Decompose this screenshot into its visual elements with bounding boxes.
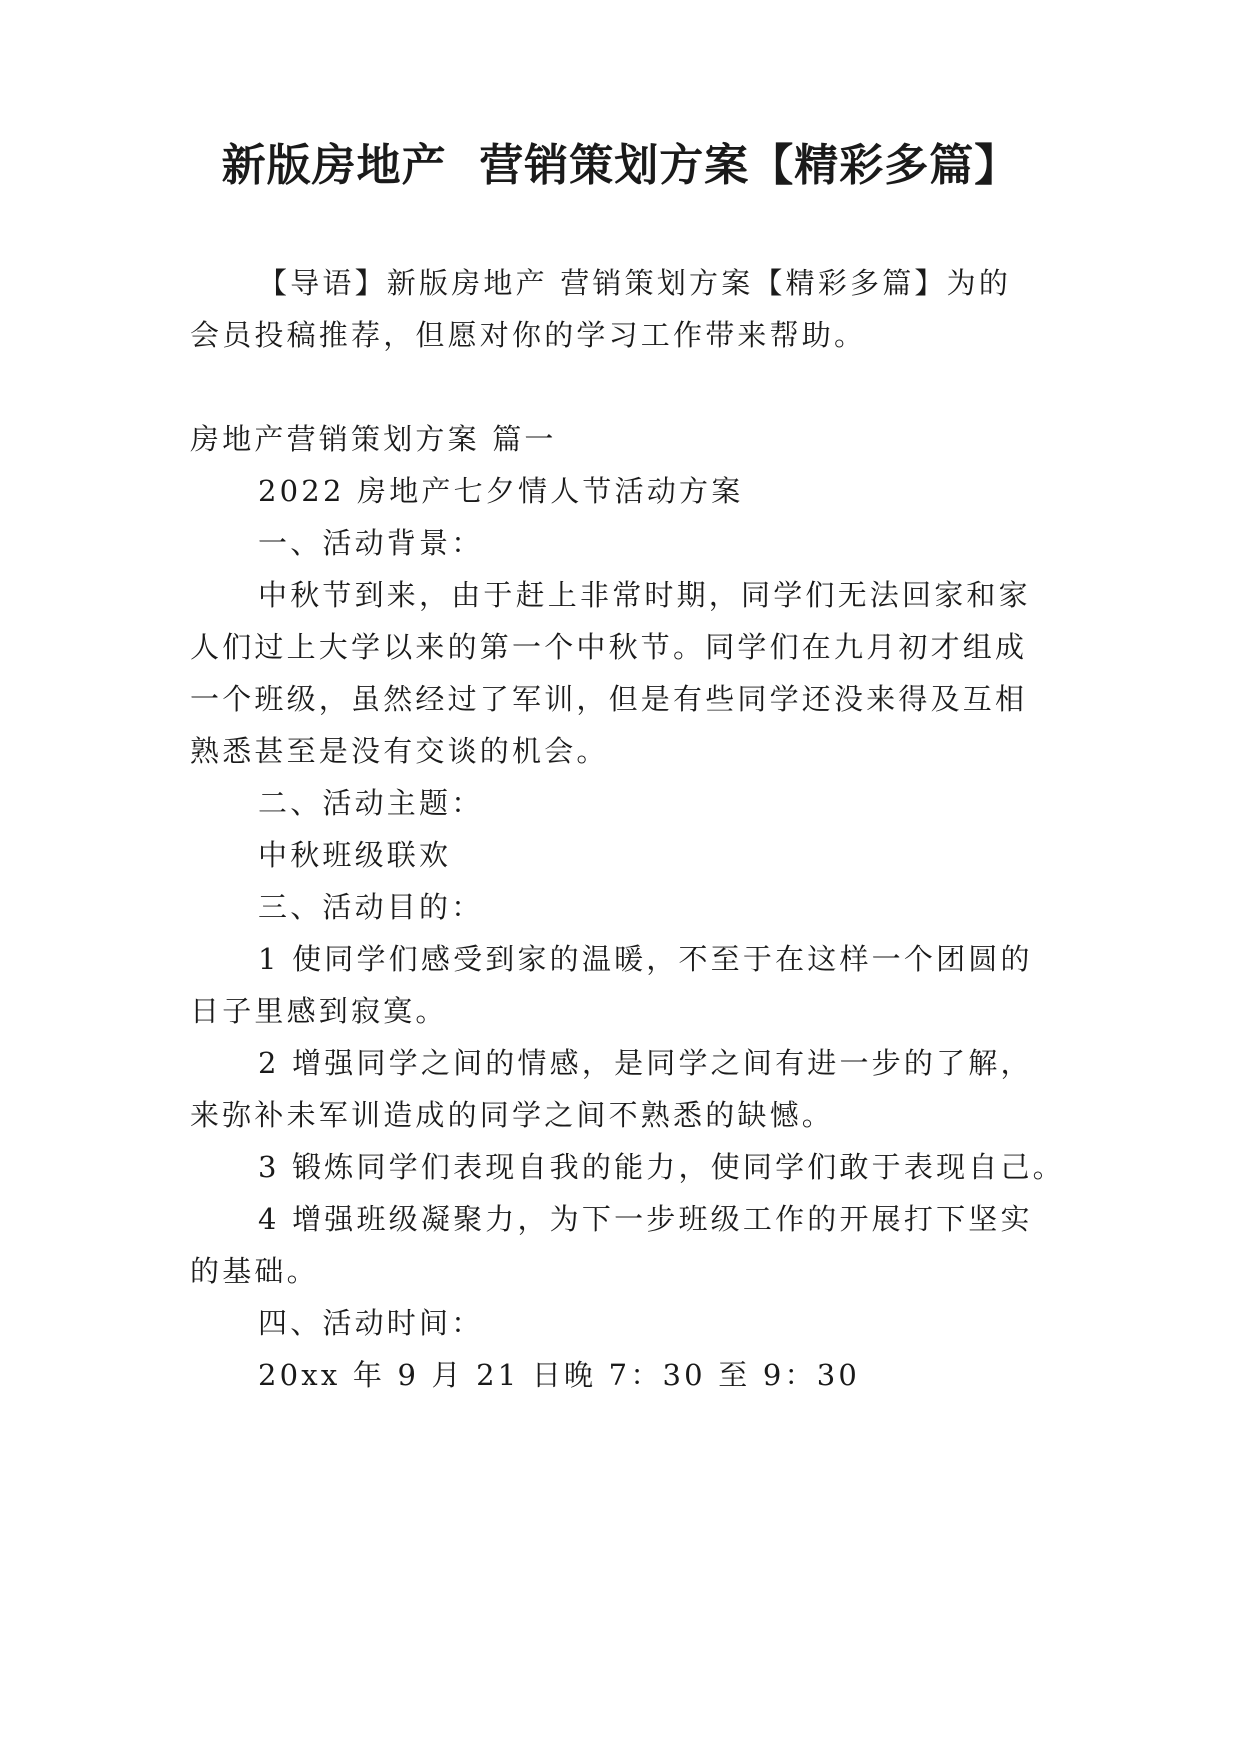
purpose-4-line-2: 的基础。 bbox=[190, 1254, 319, 1288]
purpose-4-line-1: 4 增强班级凝聚力，为下一步班级工作的开展打下坚实 bbox=[258, 1202, 1033, 1236]
purpose-1-line-2: 日子里感到寂寞。 bbox=[190, 994, 448, 1028]
background-line-2: 人们过上大学以来的第一个中秋节。同学们在九月初才组成 bbox=[190, 630, 1028, 664]
purpose-3: 3 锻炼同学们表现自我的能力，使同学们敢于表现自己。 bbox=[258, 1150, 1065, 1184]
intro-line-1: 【导语】新版房地产 营销策划方案【精彩多篇】为的 bbox=[258, 266, 1012, 300]
time-heading: 四、活动时间： bbox=[258, 1306, 484, 1340]
purpose-2-line-1: 2 增强同学之间的情感，是同学之间有进一步的了解， bbox=[258, 1046, 1033, 1080]
background-heading: 一、活动背景： bbox=[258, 526, 484, 560]
purpose-2-line-2: 来弥补未军训造成的同学之间不熟悉的缺憾。 bbox=[190, 1098, 835, 1132]
background-line-4: 熟悉甚至是没有交谈的机会。 bbox=[190, 734, 609, 768]
intro-line-2: 会员投稿推荐，但愿对你的学习工作带来帮助。 bbox=[190, 318, 867, 352]
theme-heading: 二、活动主题： bbox=[258, 786, 484, 820]
document-title: 新版房地产 营销策划方案【精彩多篇】 bbox=[221, 140, 1020, 191]
theme-text: 中秋班级联欢 bbox=[258, 838, 452, 872]
time-text: 20xx 年 9 月 21 日晚 7：30 至 9：30 bbox=[258, 1358, 861, 1392]
background-line-1: 中秋节到来，由于赶上非常时期，同学们无法回家和家 bbox=[258, 578, 1031, 612]
purpose-heading: 三、活动目的： bbox=[258, 890, 484, 924]
background-line-3: 一个班级，虽然经过了军训，但是有些同学还没来得及互相 bbox=[190, 682, 1028, 716]
plan-title: 2022 房地产七夕情人节活动方案 bbox=[258, 474, 744, 508]
purpose-1-line-1: 1 使同学们感受到家的温暖，不至于在这样一个团圆的 bbox=[258, 942, 1033, 976]
section-heading: 房地产营销策划方案 篇一 bbox=[190, 422, 557, 456]
